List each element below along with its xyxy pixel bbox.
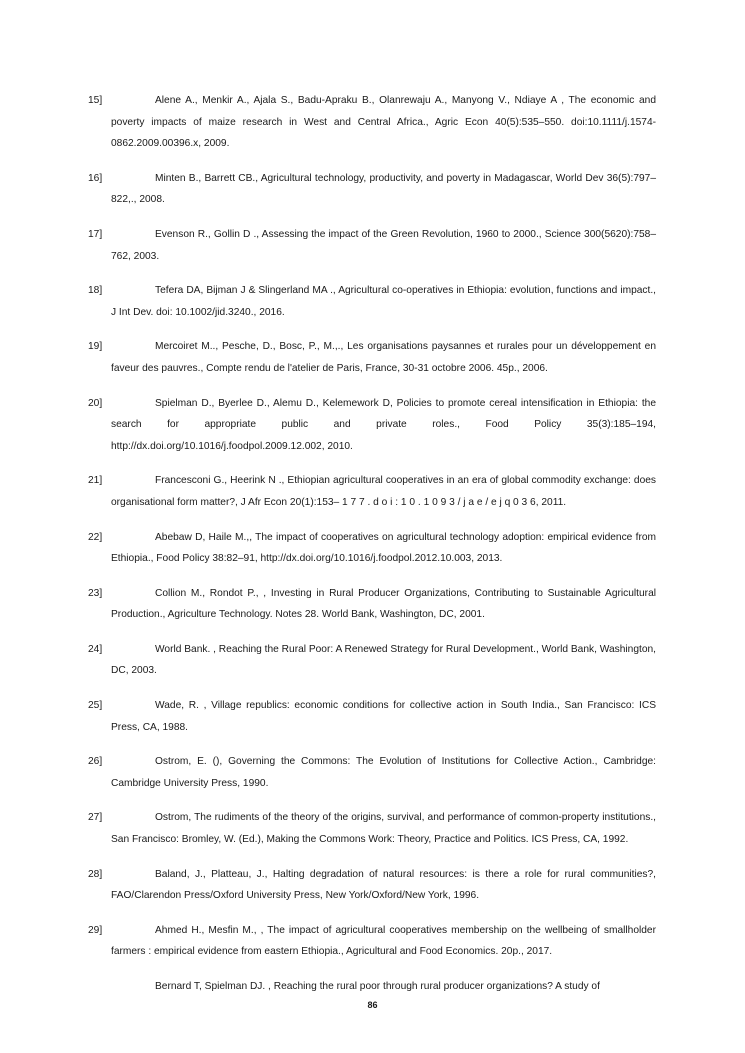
reference-item — [0, 864, 745, 907]
reference-item — [0, 280, 745, 323]
reference-number: 21] — [88, 475, 103, 487]
reference-text: Tefera DA, Bijman J & Slingerland MA ., Agricultural co-operatives in Ethiopia: evolution, functions and impact., J Int Dev. doi: 10.1002/jid.3240., 2016. — [111, 285, 656, 318]
reference-number: 26] — [88, 756, 103, 768]
reference-item — [0, 393, 745, 458]
reference-item — [0, 807, 745, 850]
reference-item — [0, 920, 745, 963]
reference-number: 20] — [88, 397, 103, 409]
reference-text: Spielman D., Byerlee D., Alemu D., Kelemework D, Policies to promote cereal intensification in Ethiopia: the search for appropriate public and private roles., Food Policy 35(3):185–194, http://dx.doi.org/10.1016/j.foodpol.2009.12.002, 2010. — [111, 397, 656, 452]
reference-item — [0, 168, 745, 211]
reference-item — [0, 470, 745, 513]
reference-text: Baland, J., Platteau, J., Halting degradation of natural resources: is there a role for rural communities?, FAO/Clarendon Press/Oxford University Press, New York/Oxford/New York, 1996. — [111, 868, 656, 902]
reference-item — [0, 751, 745, 794]
reference-number: 15] — [88, 95, 103, 106]
reference-text: Bernard T, Spielman DJ. , Reaching the rural poor through rural producer organizations? A study of — [155, 981, 600, 992]
reference-text: Evenson R., Gollin D ., Assessing the impact of the Green Revolution, 1960 to 2000., Science 300(5620):758–762, 2003. — [111, 228, 656, 262]
reference-number: 25] — [88, 700, 103, 712]
reference-text: Minten B., Barrett CB., Agricultural technology, productivity, and poverty in Madagascar, World Dev 36(5):797–822,., 2008. — [111, 172, 656, 206]
reference-text: Alene A., Menkir A., Ajala S., Badu-Apraku B., Olanrewaju A., Manyong V., Ndiaye A , The economic and poverty impacts of maize research in West and Central Africa., Agric Econ 40(5):535–550. doi:10.1111/j.1574-0862.2009.00396.x, 2009. — [111, 95, 656, 150]
reference-number: 18] — [88, 285, 103, 297]
reference-item — [0, 639, 745, 682]
reference-text: Collion M., Rondot P., , Investing in Rural Producer Organizations, Contributing to Sustainable Agricultural Production., Agriculture Technology. Notes 28. World Bank, Washington, DC, 2001. — [111, 587, 656, 621]
page-number: 86 — [367, 1000, 378, 1010]
reference-text: Wade, R. , Village republics: economic conditions for collective action in South India., San Francisco: ICS Press, CA, 1988. — [111, 700, 656, 733]
reference-number: 24] — [88, 643, 103, 655]
reference-list — [0, 90, 745, 1011]
reference-number: 19] — [88, 341, 103, 353]
reference-item — [0, 336, 745, 379]
reference-number: 27] — [88, 812, 103, 824]
reference-number: 29] — [88, 924, 103, 936]
reference-number: 22] — [88, 531, 103, 543]
reference-number: 23] — [88, 587, 103, 599]
reference-number: 28] — [88, 868, 103, 880]
reference-text: Ostrom, The rudiments of the theory of the origins, survival, and performance of common-property institutions., San Francisco: Bromley, W. (Ed.), Making the Commons Work: Theory, Practice and Politics. ICS Press, CA, 1992. — [111, 812, 656, 846]
reference-item — [0, 90, 745, 155]
reference-text: Ahmed H., Mesfin M., , The impact of agricultural cooperatives membership on the wellbeing of smallholder farmers : empirical evidence from eastern Ethiopia., Agricultural and Food Economics. 20p., 2017. — [111, 924, 656, 958]
reference-item — [0, 583, 745, 626]
reference-item — [0, 527, 745, 570]
reference-item — [0, 695, 745, 738]
reference-number: 16] — [88, 172, 103, 184]
reference-text: World Bank. , Reaching the Rural Poor: A Renewed Strategy for Rural Development., World Bank, Washington, DC, 2003. — [111, 643, 656, 677]
reference-item — [0, 976, 745, 998]
reference-number: 17] — [88, 228, 103, 240]
reference-text: Abebaw D, Haile M.,, The impact of cooperatives on agricultural technology adoption: empirical evidence from Ethiopia., Food Policy 38:82–91, http://dx.doi.org/10.1016/j.foodpol.2012.10.003, 2013. — [111, 531, 656, 565]
reference-text: Ostrom, E. (), Governing the Commons: The Evolution of Institutions for Collective Action., Cambridge: Cambridge University Press, 1990. — [111, 756, 656, 789]
reference-text: Francesconi G., Heerink N ., Ethiopian agricultural cooperatives in an era of global commodity exchange: does organisational form matter?, J Afr Econ 20(1):153– 1 7 7 . d o i : 1 0 . 1 0 9 3 / j a e / e j q 0 3 6, 2011. — [111, 475, 656, 508]
reference-item — [0, 224, 745, 267]
reference-text: Mercoiret M.., Pesche, D., Bosc, P., M.,., Les organisations paysannes et rurales pour un développement en faveur des pauvres., Compte rendu de l'atelier de Paris, France, 30-31 octobre 2006. 45p., 2006. — [111, 341, 656, 374]
